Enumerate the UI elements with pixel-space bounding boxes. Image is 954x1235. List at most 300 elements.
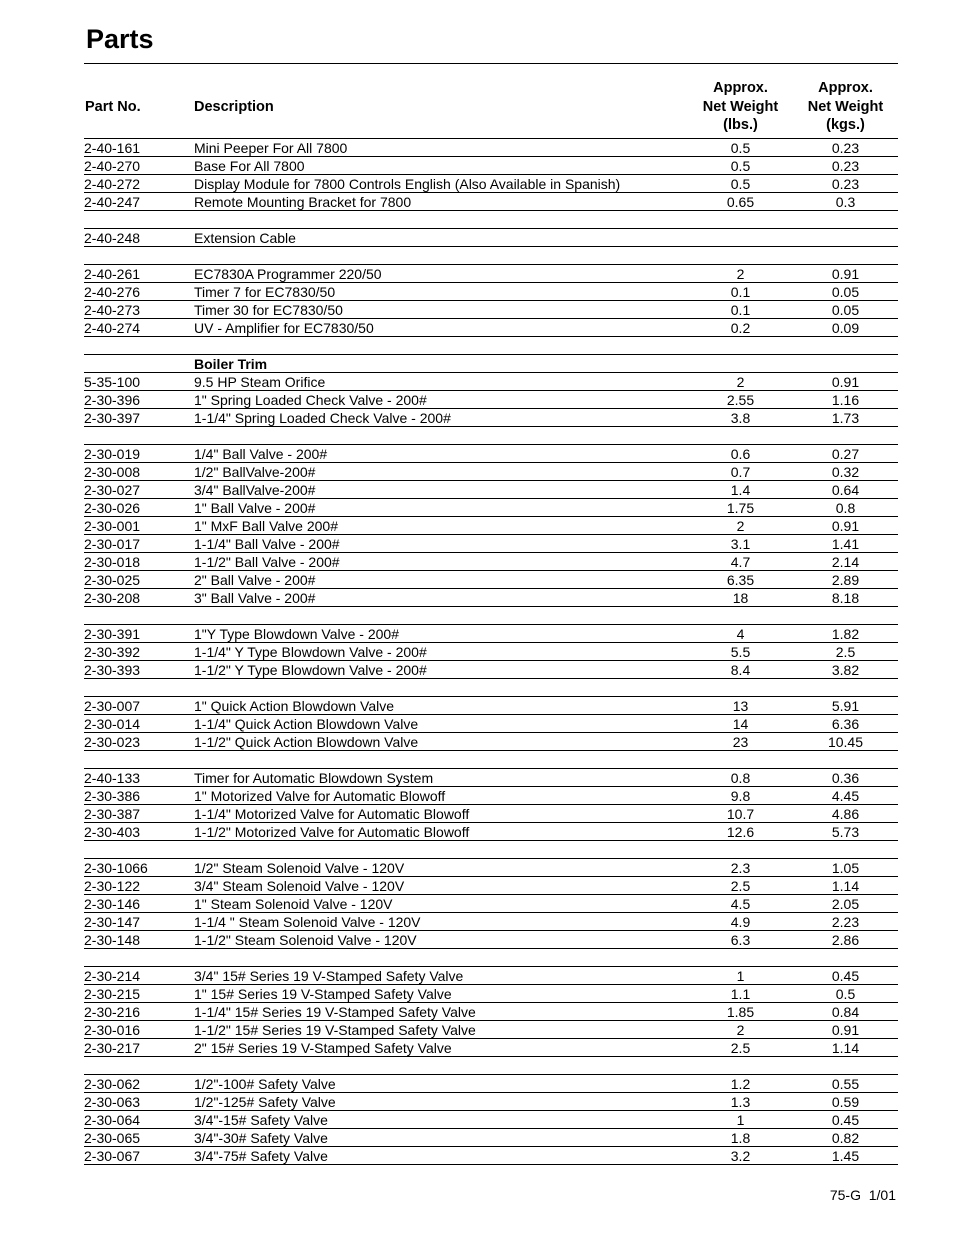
cell-weight-lbs: 0.5 bbox=[688, 139, 793, 157]
cell-weight-kgs: 0.05 bbox=[793, 283, 898, 301]
cell-weight-lbs: 14 bbox=[688, 715, 793, 733]
cell-weight-kgs: 0.91 bbox=[793, 373, 898, 391]
table-row bbox=[84, 319, 898, 337]
cell-weight-lbs: 13 bbox=[688, 697, 793, 715]
cell-part-no: 2-40-273 bbox=[84, 301, 194, 319]
cell-weight-lbs: 4.7 bbox=[688, 553, 793, 571]
cell-description: Boiler Trim bbox=[194, 355, 688, 373]
cell-weight-lbs bbox=[688, 751, 793, 769]
cell-description: 1" Spring Loaded Check Valve - 200# bbox=[194, 391, 688, 409]
cell-weight-lbs: 1.2 bbox=[688, 1075, 793, 1093]
cell-weight-lbs: 0.2 bbox=[688, 319, 793, 337]
cell-weight-lbs: 10.7 bbox=[688, 805, 793, 823]
cell-weight-lbs: 6.35 bbox=[688, 571, 793, 589]
cell-weight-kgs bbox=[793, 229, 898, 247]
header-weight-lbs-line: Net Weight bbox=[702, 98, 779, 115]
cell-weight-kgs: 0.5 bbox=[793, 985, 898, 1003]
cell-weight-kgs: 0.91 bbox=[793, 517, 898, 535]
table-row bbox=[84, 229, 898, 247]
cell-weight-lbs: 0.7 bbox=[688, 463, 793, 481]
table-row bbox=[84, 805, 898, 823]
cell-weight-lbs: 0.6 bbox=[688, 445, 793, 463]
cell-weight-lbs: 18 bbox=[688, 589, 793, 607]
cell-weight-lbs: 23 bbox=[688, 733, 793, 751]
cell-description: Display Module for 7800 Controls English (Also Available in Spanish) bbox=[194, 175, 688, 193]
cell-part-no: 2-30-386 bbox=[84, 787, 194, 805]
cell-description: 1" Quick Action Blowdown Valve bbox=[194, 697, 688, 715]
cell-description bbox=[194, 679, 688, 697]
cell-description: 3/4" BallValve-200# bbox=[194, 481, 688, 499]
cell-weight-kgs: 0.32 bbox=[793, 463, 898, 481]
table-row bbox=[84, 499, 898, 517]
cell-part-no: 2-40-274 bbox=[84, 319, 194, 337]
cell-weight-kgs: 0.23 bbox=[793, 157, 898, 175]
cell-part-no: 2-30-007 bbox=[84, 697, 194, 715]
spacer-row bbox=[84, 841, 898, 859]
cell-weight-kgs: 0.23 bbox=[793, 139, 898, 157]
cell-weight-lbs: 1.3 bbox=[688, 1093, 793, 1111]
cell-description: 1-1/4" Y Type Blowdown Valve - 200# bbox=[194, 643, 688, 661]
cell-weight-kgs: 5.73 bbox=[793, 823, 898, 841]
cell-part-no: 2-30-403 bbox=[84, 823, 194, 841]
cell-part-no: 2-30-396 bbox=[84, 391, 194, 409]
cell-weight-kgs: 1.82 bbox=[793, 625, 898, 643]
cell-part-no: 2-30-1066 bbox=[84, 859, 194, 877]
parts-table bbox=[84, 76, 898, 1165]
cell-description: Remote Mounting Bracket for 7800 bbox=[194, 193, 688, 211]
table-row bbox=[84, 967, 898, 985]
table-row bbox=[84, 1003, 898, 1021]
cell-description: 1-1/2" 15# Series 19 V-Stamped Safety Valve bbox=[194, 1021, 688, 1039]
cell-weight-kgs: 1.05 bbox=[793, 859, 898, 877]
table-row bbox=[84, 409, 898, 427]
cell-weight-lbs: 4.9 bbox=[688, 913, 793, 931]
cell-part-no bbox=[84, 751, 194, 769]
cell-weight-lbs bbox=[688, 841, 793, 859]
cell-description: 1" Motorized Valve for Automatic Blowoff bbox=[194, 787, 688, 805]
table-row bbox=[84, 625, 898, 643]
cell-weight-kgs: 0.55 bbox=[793, 1075, 898, 1093]
cell-weight-kgs: 1.14 bbox=[793, 877, 898, 895]
cell-weight-lbs bbox=[688, 229, 793, 247]
cell-part-no bbox=[84, 841, 194, 859]
cell-part-no: 5-35-100 bbox=[84, 373, 194, 391]
cell-description: 1" 15# Series 19 V-Stamped Safety Valve bbox=[194, 985, 688, 1003]
cell-weight-kgs: 2.89 bbox=[793, 571, 898, 589]
cell-part-no: 2-30-208 bbox=[84, 589, 194, 607]
cell-description: 1-1/4" Quick Action Blowdown Valve bbox=[194, 715, 688, 733]
cell-part-no: 2-30-215 bbox=[84, 985, 194, 1003]
cell-part-no: 2-30-016 bbox=[84, 1021, 194, 1039]
table-row bbox=[84, 1039, 898, 1057]
cell-weight-kgs: 2.14 bbox=[793, 553, 898, 571]
cell-weight-lbs: 0.8 bbox=[688, 769, 793, 787]
cell-weight-lbs: 1.75 bbox=[688, 499, 793, 517]
cell-weight-lbs bbox=[688, 679, 793, 697]
table-row bbox=[84, 481, 898, 499]
cell-weight-kgs: 1.73 bbox=[793, 409, 898, 427]
cell-part-no: 2-30-147 bbox=[84, 913, 194, 931]
cell-part-no: 2-30-062 bbox=[84, 1075, 194, 1093]
cell-weight-lbs bbox=[688, 337, 793, 355]
header-weight-kgs-line: Net Weight bbox=[807, 98, 884, 115]
cell-weight-lbs: 2 bbox=[688, 373, 793, 391]
cell-weight-lbs: 2 bbox=[688, 517, 793, 535]
cell-part-no: 2-30-026 bbox=[84, 499, 194, 517]
spacer-row bbox=[84, 751, 898, 769]
cell-description: 1-1/2" Steam Solenoid Valve - 120V bbox=[194, 931, 688, 949]
cell-description: 1" Ball Valve - 200# bbox=[194, 499, 688, 517]
cell-weight-kgs: 2.05 bbox=[793, 895, 898, 913]
cell-part-no: 2-30-027 bbox=[84, 481, 194, 499]
spacer-row bbox=[84, 949, 898, 967]
cell-weight-kgs: 0.82 bbox=[793, 1129, 898, 1147]
cell-weight-lbs: 3.2 bbox=[688, 1147, 793, 1165]
parts-table-body bbox=[84, 139, 898, 1165]
cell-weight-lbs: 1.8 bbox=[688, 1129, 793, 1147]
cell-weight-kgs: 0.3 bbox=[793, 193, 898, 211]
cell-weight-lbs: 1.85 bbox=[688, 1003, 793, 1021]
cell-part-no bbox=[84, 607, 194, 625]
cell-description bbox=[194, 427, 688, 445]
cell-weight-kgs bbox=[793, 841, 898, 859]
cell-weight-lbs bbox=[688, 607, 793, 625]
table-row bbox=[84, 517, 898, 535]
page-footer: 75-G 1/01 bbox=[829, 1187, 896, 1203]
table-row bbox=[84, 1021, 898, 1039]
page-title: Parts bbox=[86, 24, 154, 54]
table-row bbox=[84, 1075, 898, 1093]
cell-part-no: 2-40-270 bbox=[84, 157, 194, 175]
cell-weight-kgs: 0.05 bbox=[793, 301, 898, 319]
cell-weight-lbs: 3.8 bbox=[688, 409, 793, 427]
cell-description: 2" Ball Valve - 200# bbox=[194, 571, 688, 589]
cell-part-no: 2-30-216 bbox=[84, 1003, 194, 1021]
cell-weight-kgs bbox=[793, 337, 898, 355]
header-weight-kgs-line: Approx. bbox=[818, 80, 873, 97]
cell-part-no: 2-40-247 bbox=[84, 193, 194, 211]
cell-description: 1-1/2" Ball Valve - 200# bbox=[194, 553, 688, 571]
header-weight-lbs bbox=[688, 76, 793, 139]
table-row bbox=[84, 877, 898, 895]
spacer-row bbox=[84, 1057, 898, 1075]
cell-part-no bbox=[84, 247, 194, 265]
spacer-row bbox=[84, 679, 898, 697]
cell-part-no: 2-30-122 bbox=[84, 877, 194, 895]
cell-weight-kgs bbox=[793, 1057, 898, 1075]
title-rule bbox=[84, 63, 898, 64]
cell-description: 1-1/4 " Steam Solenoid Valve - 120V bbox=[194, 913, 688, 931]
cell-description: 3/4"-15# Safety Valve bbox=[194, 1111, 688, 1129]
table-row bbox=[84, 157, 898, 175]
cell-weight-kgs: 2.23 bbox=[793, 913, 898, 931]
cell-weight-lbs: 2.5 bbox=[688, 1039, 793, 1057]
cell-weight-lbs: 0.5 bbox=[688, 175, 793, 193]
cell-part-no: 2-30-391 bbox=[84, 625, 194, 643]
cell-weight-lbs bbox=[688, 355, 793, 373]
cell-weight-lbs: 2 bbox=[688, 265, 793, 283]
cell-part-no bbox=[84, 1057, 194, 1075]
cell-weight-lbs: 1.1 bbox=[688, 985, 793, 1003]
cell-description: 9.5 HP Steam Orifice bbox=[194, 373, 688, 391]
header-row bbox=[84, 76, 898, 139]
cell-description: Extension Cable bbox=[194, 229, 688, 247]
cell-description: 3/4" Steam Solenoid Valve - 120V bbox=[194, 877, 688, 895]
cell-description: 1-1/2" Quick Action Blowdown Valve bbox=[194, 733, 688, 751]
cell-part-no bbox=[84, 337, 194, 355]
cell-part-no: 2-40-248 bbox=[84, 229, 194, 247]
cell-weight-lbs: 1 bbox=[688, 1111, 793, 1129]
cell-weight-kgs: 10.45 bbox=[793, 733, 898, 751]
cell-weight-lbs: 1.4 bbox=[688, 481, 793, 499]
table-row bbox=[84, 697, 898, 715]
table-row bbox=[84, 985, 898, 1003]
cell-weight-kgs: 5.91 bbox=[793, 697, 898, 715]
spacer-row bbox=[84, 427, 898, 445]
cell-part-no: 2-30-014 bbox=[84, 715, 194, 733]
cell-description: 3/4" 15# Series 19 V-Stamped Safety Valve bbox=[194, 967, 688, 985]
cell-weight-lbs bbox=[688, 949, 793, 967]
cell-description: 1-1/2" Y Type Blowdown Valve - 200# bbox=[194, 661, 688, 679]
cell-weight-kgs: 2.5 bbox=[793, 643, 898, 661]
cell-part-no bbox=[84, 679, 194, 697]
cell-part-no: 2-30-063 bbox=[84, 1093, 194, 1111]
cell-part-no: 2-30-393 bbox=[84, 661, 194, 679]
cell-description bbox=[194, 211, 688, 229]
cell-part-no: 2-30-017 bbox=[84, 535, 194, 553]
cell-description: Timer 7 for EC7830/50 bbox=[194, 283, 688, 301]
cell-part-no bbox=[84, 427, 194, 445]
cell-weight-kgs: 0.91 bbox=[793, 1021, 898, 1039]
cell-description: 3" Ball Valve - 200# bbox=[194, 589, 688, 607]
table-row bbox=[84, 733, 898, 751]
cell-weight-lbs: 0.1 bbox=[688, 301, 793, 319]
cell-weight-kgs: 2.86 bbox=[793, 931, 898, 949]
cell-weight-lbs: 3.1 bbox=[688, 535, 793, 553]
table-row bbox=[84, 913, 898, 931]
spacer-row bbox=[84, 607, 898, 625]
cell-part-no: 2-40-261 bbox=[84, 265, 194, 283]
cell-weight-kgs bbox=[793, 211, 898, 229]
cell-weight-lbs: 0.5 bbox=[688, 157, 793, 175]
cell-part-no: 2-40-133 bbox=[84, 769, 194, 787]
table-row bbox=[84, 643, 898, 661]
cell-description: Timer 30 for EC7830/50 bbox=[194, 301, 688, 319]
table-row bbox=[84, 373, 898, 391]
cell-weight-kgs: 1.41 bbox=[793, 535, 898, 553]
cell-weight-lbs: 2.5 bbox=[688, 877, 793, 895]
table-row bbox=[84, 1147, 898, 1165]
cell-weight-kgs: 0.09 bbox=[793, 319, 898, 337]
cell-part-no: 2-30-023 bbox=[84, 733, 194, 751]
cell-weight-lbs: 8.4 bbox=[688, 661, 793, 679]
cell-part-no: 2-30-067 bbox=[84, 1147, 194, 1165]
cell-weight-lbs: 0.65 bbox=[688, 193, 793, 211]
cell-part-no: 2-30-064 bbox=[84, 1111, 194, 1129]
cell-weight-lbs: 4 bbox=[688, 625, 793, 643]
cell-weight-kgs: 0.64 bbox=[793, 481, 898, 499]
cell-weight-kgs: 1.16 bbox=[793, 391, 898, 409]
cell-weight-kgs: 0.91 bbox=[793, 265, 898, 283]
cell-weight-lbs: 0.1 bbox=[688, 283, 793, 301]
cell-weight-lbs bbox=[688, 211, 793, 229]
table-row bbox=[84, 931, 898, 949]
cell-part-no: 2-30-008 bbox=[84, 463, 194, 481]
cell-part-no: 2-40-272 bbox=[84, 175, 194, 193]
cell-part-no: 2-30-146 bbox=[84, 895, 194, 913]
cell-weight-lbs bbox=[688, 427, 793, 445]
table-row bbox=[84, 463, 898, 481]
cell-weight-kgs bbox=[793, 247, 898, 265]
cell-description: 1-1/4" Motorized Valve for Automatic Blowoff bbox=[194, 805, 688, 823]
spacer-row bbox=[84, 211, 898, 229]
cell-weight-kgs bbox=[793, 607, 898, 625]
cell-weight-kgs: 0.8 bbox=[793, 499, 898, 517]
cell-part-no: 2-40-161 bbox=[84, 139, 194, 157]
table-row bbox=[84, 895, 898, 913]
cell-description: Base For All 7800 bbox=[194, 157, 688, 175]
cell-weight-lbs: 2.55 bbox=[688, 391, 793, 409]
cell-part-no: 2-30-214 bbox=[84, 967, 194, 985]
table-row bbox=[84, 553, 898, 571]
cell-weight-kgs: 1.45 bbox=[793, 1147, 898, 1165]
cell-description: 1-1/4" Ball Valve - 200# bbox=[194, 535, 688, 553]
cell-weight-kgs bbox=[793, 949, 898, 967]
table-row bbox=[84, 787, 898, 805]
parts-table-header bbox=[84, 76, 898, 139]
cell-description bbox=[194, 1057, 688, 1075]
cell-description: 1/2" Steam Solenoid Valve - 120V bbox=[194, 859, 688, 877]
cell-weight-kgs: 0.59 bbox=[793, 1093, 898, 1111]
cell-part-no: 2-30-397 bbox=[84, 409, 194, 427]
cell-description bbox=[194, 607, 688, 625]
table-row bbox=[84, 391, 898, 409]
cell-description bbox=[194, 247, 688, 265]
cell-weight-kgs: 4.86 bbox=[793, 805, 898, 823]
table-row bbox=[84, 193, 898, 211]
cell-description bbox=[194, 841, 688, 859]
table-row bbox=[84, 859, 898, 877]
cell-weight-lbs: 9.8 bbox=[688, 787, 793, 805]
table-row bbox=[84, 139, 898, 157]
cell-weight-lbs: 6.3 bbox=[688, 931, 793, 949]
cell-description: 1/2"-125# Safety Valve bbox=[194, 1093, 688, 1111]
header-weight-kgs bbox=[793, 76, 898, 139]
cell-weight-kgs: 0.36 bbox=[793, 769, 898, 787]
cell-description: EC7830A Programmer 220/50 bbox=[194, 265, 688, 283]
cell-description: 1/4" Ball Valve - 200# bbox=[194, 445, 688, 463]
table-row bbox=[84, 715, 898, 733]
table-row bbox=[84, 571, 898, 589]
cell-part-no: 2-30-025 bbox=[84, 571, 194, 589]
spacer-row bbox=[84, 337, 898, 355]
cell-description: 1"Y Type Blowdown Valve - 200# bbox=[194, 625, 688, 643]
cell-part-no: 2-40-276 bbox=[84, 283, 194, 301]
cell-description: 1-1/4" Spring Loaded Check Valve - 200# bbox=[194, 409, 688, 427]
cell-part-no: 2-30-019 bbox=[84, 445, 194, 463]
cell-part-no: 2-30-001 bbox=[84, 517, 194, 535]
cell-part-no: 2-30-148 bbox=[84, 931, 194, 949]
table-row bbox=[84, 1093, 898, 1111]
cell-weight-kgs bbox=[793, 355, 898, 373]
cell-weight-kgs: 0.45 bbox=[793, 967, 898, 985]
table-row bbox=[84, 175, 898, 193]
cell-description: 2" 15# Series 19 V-Stamped Safety Valve bbox=[194, 1039, 688, 1057]
cell-weight-kgs: 1.14 bbox=[793, 1039, 898, 1057]
cell-weight-lbs: 12.6 bbox=[688, 823, 793, 841]
header-part-no: Part No. bbox=[84, 76, 194, 139]
cell-weight-kgs bbox=[793, 751, 898, 769]
cell-description bbox=[194, 337, 688, 355]
cell-part-no bbox=[84, 355, 194, 373]
cell-description: 1-1/4" 15# Series 19 V-Stamped Safety Valve bbox=[194, 1003, 688, 1021]
table-row bbox=[84, 301, 898, 319]
cell-description: 1/2"-100# Safety Valve bbox=[194, 1075, 688, 1093]
cell-weight-kgs: 4.45 bbox=[793, 787, 898, 805]
spacer-row bbox=[84, 247, 898, 265]
cell-description: Mini Peeper For All 7800 bbox=[194, 139, 688, 157]
table-row bbox=[84, 283, 898, 301]
cell-weight-lbs: 5.5 bbox=[688, 643, 793, 661]
cell-part-no: 2-30-387 bbox=[84, 805, 194, 823]
table-row bbox=[84, 265, 898, 283]
cell-description bbox=[194, 751, 688, 769]
cell-weight-kgs: 3.82 bbox=[793, 661, 898, 679]
cell-weight-kgs: 0.45 bbox=[793, 1111, 898, 1129]
cell-weight-lbs: 2 bbox=[688, 1021, 793, 1039]
cell-weight-lbs: 4.5 bbox=[688, 895, 793, 913]
table-row bbox=[84, 1129, 898, 1147]
cell-description: Timer for Automatic Blowdown System bbox=[194, 769, 688, 787]
cell-part-no: 2-30-065 bbox=[84, 1129, 194, 1147]
cell-part-no bbox=[84, 211, 194, 229]
cell-description: 1/2" BallValve-200# bbox=[194, 463, 688, 481]
cell-description: 3/4"-75# Safety Valve bbox=[194, 1147, 688, 1165]
cell-description: UV - Amplifier for EC7830/50 bbox=[194, 319, 688, 337]
cell-weight-lbs bbox=[688, 247, 793, 265]
group-heading-row bbox=[84, 355, 898, 373]
table-row bbox=[84, 1111, 898, 1129]
cell-weight-kgs: 6.36 bbox=[793, 715, 898, 733]
cell-weight-kgs: 0.27 bbox=[793, 445, 898, 463]
table-row bbox=[84, 535, 898, 553]
cell-weight-kgs bbox=[793, 679, 898, 697]
cell-weight-kgs bbox=[793, 427, 898, 445]
table-row bbox=[84, 445, 898, 463]
cell-weight-lbs: 2.3 bbox=[688, 859, 793, 877]
header-description: Description bbox=[194, 76, 688, 139]
header-weight-lbs-line: (lbs.) bbox=[723, 117, 758, 134]
table-row bbox=[84, 823, 898, 841]
cell-description: 1" MxF Ball Valve 200# bbox=[194, 517, 688, 535]
cell-weight-lbs: 1 bbox=[688, 967, 793, 985]
table-row bbox=[84, 589, 898, 607]
cell-part-no: 2-30-217 bbox=[84, 1039, 194, 1057]
cell-part-no bbox=[84, 949, 194, 967]
table-row bbox=[84, 661, 898, 679]
cell-description bbox=[194, 949, 688, 967]
cell-description: 1-1/2" Motorized Valve for Automatic Blowoff bbox=[194, 823, 688, 841]
cell-part-no: 2-30-018 bbox=[84, 553, 194, 571]
header-weight-kgs-line: (kgs.) bbox=[826, 117, 865, 134]
cell-description: 3/4"-30# Safety Valve bbox=[194, 1129, 688, 1147]
table-row bbox=[84, 769, 898, 787]
cell-weight-kgs: 0.84 bbox=[793, 1003, 898, 1021]
cell-weight-lbs bbox=[688, 1057, 793, 1075]
cell-weight-kgs: 8.18 bbox=[793, 589, 898, 607]
cell-description: 1" Steam Solenoid Valve - 120V bbox=[194, 895, 688, 913]
cell-weight-kgs: 0.23 bbox=[793, 175, 898, 193]
